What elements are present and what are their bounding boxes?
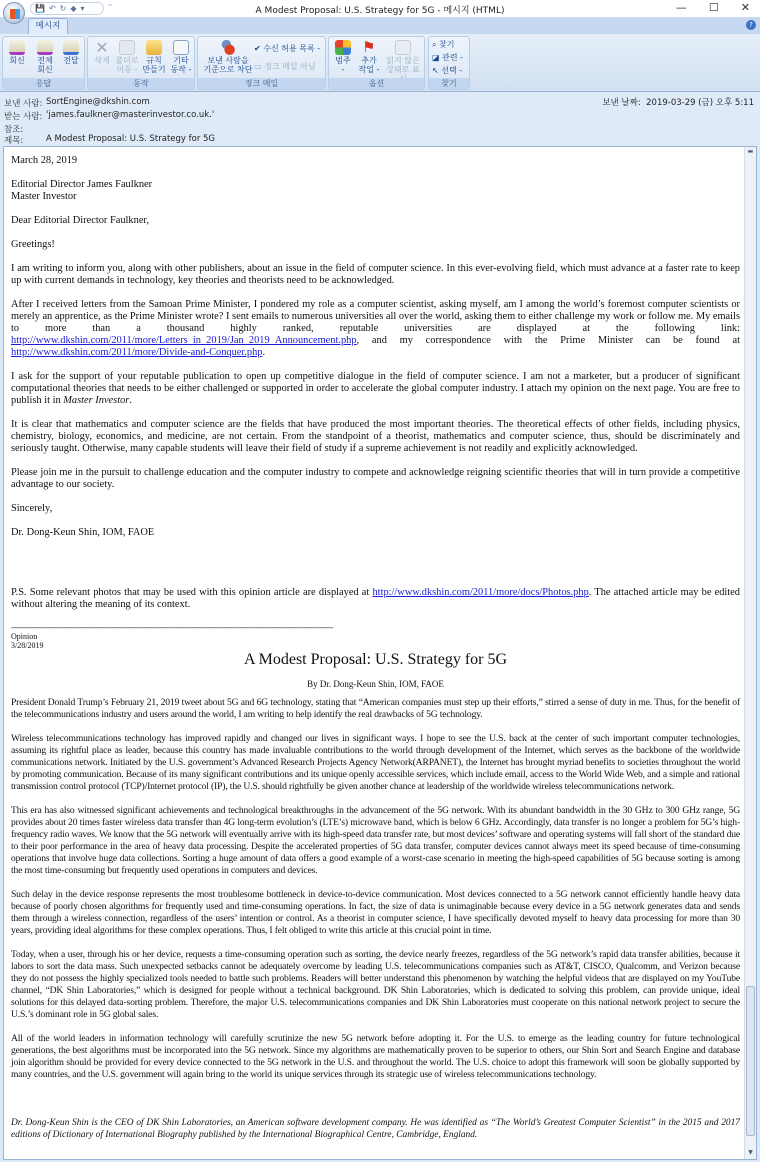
article-paragraph: Such delay in the device response represents the most troublesome bottleneck in device-to-device communication. Most devices connected to a 5G network cannot efficiently handle heavy data because of poorly chosen algorithms for frequently used and time-consuming operations. In fact, the size of data is unimaginable because every device in a 5G network generates data and sends them through a wireless connection, regardless of the users’ intention or control. As a theorist in computer science, I have specifically devoted myself to heavy data processing for more than 30 years, providing ideal algorithms for these complex operations. Thus, I felt obliged to write this article at this crucial point in time. (11, 889, 740, 936)
create-rule-button[interactable]: 규칙 만들기 (141, 40, 167, 74)
letter-paragraph (11, 299, 740, 359)
not-junk-icon: ▭ (254, 62, 265, 71)
reply-icon (9, 40, 25, 55)
letter-paragraph (11, 419, 740, 455)
block-sender-button[interactable]: 보낸 사람을 기준으로 차단 (201, 40, 255, 74)
categorize-button[interactable]: 범주 - (332, 40, 354, 74)
group-junk (197, 36, 326, 90)
letter-text: . (129, 395, 132, 406)
rules-folder-icon (146, 40, 162, 55)
group-actions (87, 36, 195, 90)
group-label-actions: 동작 (88, 78, 194, 89)
letter-text: After I received letters from the Samoan Prime Minister, I pondered my role as a computer scientist, asking myself, am I among the world’s foremost computer scientists or merely an apprentice, as the Prime Minister wrote? I sent emails to numerous universities all over the world, asking them to either challenge my work or follow me. My emails to more than a thousand highly ranked, reputable universities are displayed at the following link: (11, 299, 740, 334)
cc-label: 참조: (4, 125, 24, 135)
office-logo-icon (10, 9, 20, 19)
from-label: 보낸 사람: (4, 99, 43, 109)
separator-line: ------------------------------------------------------------------------------------------------------------------------------------------------------------ (11, 623, 333, 632)
follow-up-button[interactable]: ⚑ 추가 작업 - (358, 38, 380, 74)
sent-label: 보낸 날짜: (602, 98, 641, 108)
article-date: 3/28/2019 (11, 641, 44, 650)
group-options (328, 36, 425, 90)
not-junk-button[interactable]: ▭ 정크 메일 아님 (254, 62, 316, 71)
letter-paragraph (11, 527, 740, 539)
group-label-find: 찾기 (429, 78, 469, 89)
close-button[interactable]: ✕ (740, 1, 750, 14)
group-label-options: 옵션 (329, 78, 424, 89)
letter-paragraph (11, 155, 740, 167)
forward-button[interactable]: 전달 (60, 40, 82, 65)
safe-list-button[interactable]: ✔ 수신 허용 목록 - (254, 44, 321, 53)
from-value[interactable]: SortEngine@dkshin.com (46, 97, 150, 107)
ribbon-tabs (0, 17, 760, 34)
customize-toolbar-icon[interactable]: ⁼ (108, 2, 113, 11)
letter-paragraph (11, 179, 740, 203)
letter-paragraph (11, 503, 740, 515)
help-icon[interactable]: ? (746, 20, 756, 30)
letter-text: , and my correspondence with the Prime Minister can be found at (356, 335, 740, 346)
sent-value: 2019-03-29 (금) 오후 5:11 (646, 98, 754, 108)
group-label-junk: 정크 메일 (198, 78, 325, 89)
letter-text: It is clear that mathematics and computer science are the fields that have produced the most important theories. The theoretical effects of other fields, including physics, chemistry, biology, economics, and medicine, are not certain. From the standpoint of a theorist, mathematics and computer science, thus, should be discriminately and seriously taught. Otherwise, many capable students will leave their field of study if a supreme achievement is not readily and explicitly acknowledged. (11, 419, 740, 454)
subject-label: 제목: (4, 136, 24, 146)
letter-text: Greetings! (11, 239, 55, 250)
letter-text: I ask for the support of your reputable publication to open up competitive dialogue in the field of computer science. I am not a marketer, but a producer of significant computational theories that needs to be either challenged or supported in order to accelerate the global computer industry. I attach my opinion on the next page. You are free to publish it in (11, 371, 740, 406)
reply-button[interactable]: 회신 (6, 40, 28, 65)
article-paragraph: Wireless telecommunications technology has improved rapidly and changed our lives in significant ways. I hope to see the U.S. back at the center of such important computer technologies, assuming its rightful place as leader, because this country has made invaluable contributions to the world through development of the Internet, which serves as the backbone of the worldwide communications network. Initiated by the U.S. government’s Advanced Research Projects Agency Network(ARPANET), the Internet has brought myriad benefits to societies throughout the world by promoting communication. Because of its many significant contributions and its unique openly accessible services, which include email, access to the World Wide Web, and a simple and rational transmission control protocol (TCP)/Internet protocol (IP), the U.S. should rightfully be given another chance at leadership of the worldwide wireless telecommunications network. (11, 733, 740, 792)
delete-x-icon: ✕ (95, 38, 109, 57)
article-paragraph: President Donald Trump’s February 21, 2019 tweet about 5G and 6G technology, stating that “American companies must step up their efforts,” stirred a sense of duty in me. Thus, for the benefit of the telecommunications industry and users around the world, I am writing to help identify the real drawbacks of 5G technology. (11, 697, 740, 720)
other-actions-button[interactable]: 기타 동작 - (168, 40, 194, 74)
title-bar (0, 0, 760, 17)
block-sender-icon (220, 40, 236, 55)
vertical-scrollbar[interactable] (744, 147, 756, 1159)
cover-letter (11, 155, 740, 611)
letter-link[interactable]: http://www.dkshin.com/2011/more/docs/Photos.php (372, 587, 589, 598)
move-folder-icon (119, 40, 135, 55)
author-bio: Dr. Dong-Keun Shin is the CEO of DK Shin Laboratories, an American software development company. He was identified as “The World’s Greatest Computer Scientist” in the 2015 and 2017 editions of Dictionary of International Biography published by the International Biographical Centre, Cambridge, England. (11, 1118, 740, 1140)
maximize-button[interactable]: ☐ (708, 1, 719, 14)
group-find (428, 36, 470, 90)
delete-button[interactable]: ✕ 삭제 (94, 38, 110, 65)
article-paragraph: All of the world leaders in information technology will carefully scrutinize the new 5G network before adopting it. For the U.S. to emerge as the leading country for future technological generations, the best algorithms must be incorporated into the 5G network. Since my algorithms are mathematically proven to be superior to others, our Shin Sort and Search Engine and database join algorithm should be provided for every device connected to the 5G network in the U.S. and throughout the world. The U.S. choice to adopt this framework will soon be globally supported by many countries, and the U.S. government will again bring to the world its unique services through its strategic use of wireless telecommunications technology. (11, 1033, 740, 1080)
group-respond (2, 36, 85, 90)
forward-icon (63, 40, 79, 55)
letter-paragraph (11, 263, 740, 287)
to-value[interactable]: 'james.faulkner@masterinvestor.co.uk.' (46, 110, 215, 120)
redo-icon[interactable]: ↻ (59, 4, 67, 13)
letter-paragraph (11, 371, 740, 407)
letter-text: Please join me in the pursuit to challenge education and the computer industry to compete and acknowledge reigning scientific theories that will in turn provide a competitive advantage to our society. (11, 467, 740, 490)
mark-unread-icon (395, 40, 411, 55)
letter-paragraph (11, 215, 740, 227)
other-actions-icon (173, 40, 189, 55)
article-byline: By Dr. Dong-Keun Shin, IOM, FAOE (307, 679, 444, 689)
next-item-icon[interactable]: ▾ (80, 4, 85, 13)
letter-text: . (262, 347, 266, 358)
related-icon: ◪ (432, 53, 443, 62)
article-title: A Modest Proposal: U.S. Strategy for 5G (243, 651, 508, 668)
window-title: A Modest Proposal: U.S. Strategy for 5G - 메시지 (HTML) (255, 6, 505, 16)
safe-list-icon: ✔ (254, 44, 264, 53)
article-paragraph: Today, when a user, through his or her device, requests a time-consuming operation such as sorting, the device nearly freezes, regardless of the 5G network’s rapid data transfer abilities, because it labors to sort the data mass. Such unexpected setbacks cannot be adequately overcome by leading U.S. telecommunications companies such as AT&T, CISCO, Qualcomm, and Verizon because they do not possess the highly specialized tools needed to battle such problems. Readers will better understand this phenomenon by watching the helpful videos that are displayed on my YouTube channel, “DK Shin Laboratories,” which is designed for people without a technical background. DK Shin Laboratories, which is dedicated to solving this problem, can provide unique, ideal solutions for this delayed data-sorting problem. Therefore, the major U.S. telecommunications companies and DK Shin Laboratories must cooperate on this national network project to secure the U.S.’s dominant role in 5G global sales. (11, 949, 740, 1020)
undo-icon[interactable]: ↶ (48, 4, 56, 13)
subject-value: A Modest Proposal: U.S. Strategy for 5G (46, 134, 216, 144)
group-label-respond: 응답 (3, 78, 84, 89)
ribbon (0, 34, 760, 92)
message-body (3, 146, 757, 1160)
letter-text: Dr. Dong-Keun Shin, IOM, FAOE (11, 527, 155, 538)
related-button[interactable]: ◪ 관련 - (432, 53, 463, 62)
letter-paragraph (11, 239, 740, 251)
flag-icon: ⚑ (363, 38, 375, 56)
letter-paragraph (11, 551, 740, 575)
message-header (0, 92, 760, 146)
letter-text: March 28, 2019 (11, 155, 78, 166)
letter-text: . The attached article may be edited without altering the meaning of its context. (11, 587, 740, 610)
article-body (11, 697, 740, 1081)
letter-link[interactable]: http://www.dkshin.com/2011/more/Letters_in_2019/Jan_2019_Announcement.php (11, 335, 357, 346)
sent-date (602, 96, 754, 108)
tab-message[interactable]: 메시지 (28, 18, 68, 34)
article-section: Opinion (11, 632, 38, 641)
select-button[interactable]: ↖ 선택 - (432, 66, 463, 75)
reply-all-icon (37, 40, 53, 55)
letter-text: I am writing to inform you, along with other publishers, about an issue in the field of computer science. In this ever-evolving field, which must advance at a faster rate to keep up with current demands in technology, key theories and theorists need to be acknowledged. (11, 263, 740, 286)
move-to-folder-button[interactable]: 폴더로 이동 - (115, 40, 139, 74)
article-paragraph: This era has also witnessed significant achievements and technological breakthroughs in the advancement of the 5G network. With its abundant bandwidth in the 30 GHz to 300 GHz range, 5G provides about 20 times faster wireless data transfer than 4G long-term evolution’s (LTE’s) microwave band, which is below 6 GHz. Accordingly, data transfer is no longer a problem for 5G’s high-frequency radio waves. We know that the 5G network will eventually arrive with its high-speed data transfer rate, but most devices’ software and operating systems will fall short of the standard due to their poor performance in the area of heavy data processing. Despite the accelerated properties of 5G data transfer, computer devices cannot always meet its speed because of time-consuming operations that involve huge data collections. Sorting a huge amount of data offers a good example of a worst-case scenario in meeting the high-speed capabilities of 5G because sorting is among the most time-consuming but frequently used operations in computers and devices. (11, 805, 740, 876)
letter-text: P.S. Some relevant photos that may be used with this opinion article are displayed at (11, 587, 373, 598)
find-button[interactable]: ⌕ 찾기 (432, 40, 455, 49)
mark-unread-button[interactable]: 읽지 않은 상태로 표 (383, 40, 423, 83)
categorize-icon (335, 40, 351, 55)
publication-name: Master Investor (63, 395, 130, 406)
to-label: 받는 사람: (4, 112, 43, 122)
letter-text: Editorial Director James Faulkner (11, 179, 153, 190)
reply-all-button[interactable]: 전체 회신 (33, 40, 57, 74)
scroll-down-icon[interactable]: ▼ (748, 1149, 753, 1156)
previous-item-icon[interactable]: ◆ (70, 4, 77, 13)
letter-link[interactable]: http://www.dkshin.com/2011/more/Divide-and-Conquer.php (11, 347, 263, 358)
letter-text: Dear Editorial Director Faulkner, (11, 215, 150, 226)
binoculars-icon: ⌕ (432, 40, 440, 49)
scrollbar-thumb[interactable] (746, 986, 755, 1136)
letter-text: Sincerely, (11, 503, 53, 514)
save-icon[interactable]: 💾 (35, 4, 45, 13)
select-cursor-icon: ↖ (432, 66, 442, 75)
letter-paragraph (11, 587, 740, 611)
letter-paragraph (11, 467, 740, 491)
scroll-up-icon[interactable]: ▬ (747, 148, 754, 155)
office-button[interactable] (3, 2, 25, 24)
letter-text: Master Investor (11, 191, 77, 202)
minimize-button[interactable]: — (675, 1, 687, 14)
